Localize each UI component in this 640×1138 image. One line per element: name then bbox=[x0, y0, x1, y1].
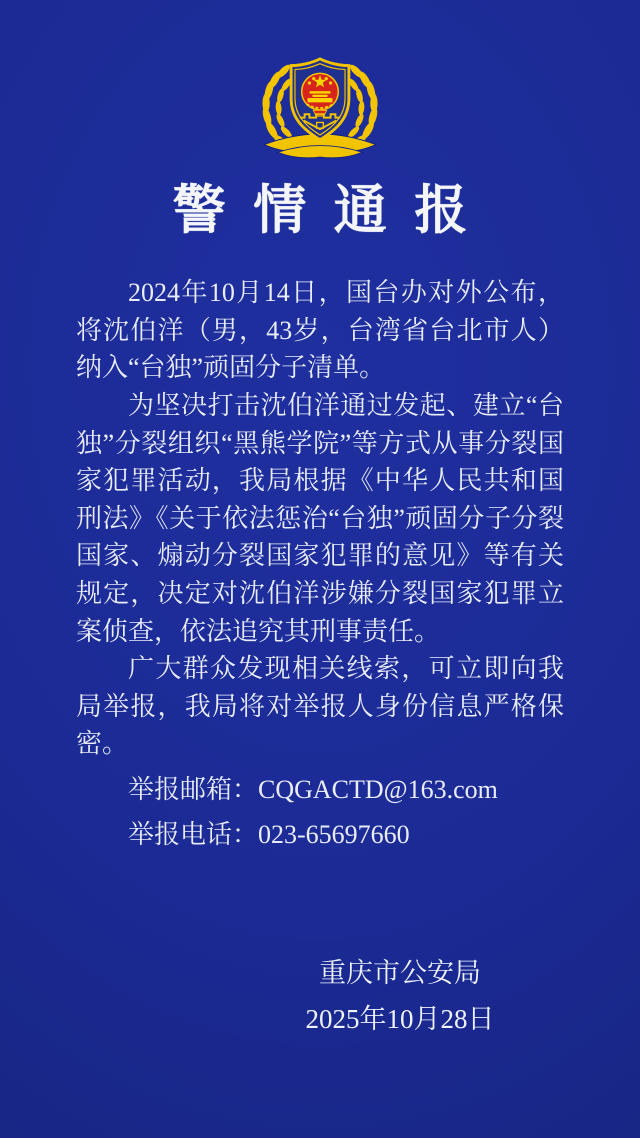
report-phone-line bbox=[76, 812, 564, 857]
report-email-value: CQGACTD@163.com bbox=[258, 775, 498, 805]
report-phone-label: 举报电话： bbox=[128, 820, 259, 850]
report-email-line bbox=[76, 767, 564, 812]
issuing-agency: 重庆市公安局 bbox=[319, 958, 481, 989]
notice-title: 警情通报 bbox=[172, 182, 495, 240]
police-badge-emblem-icon bbox=[256, 56, 384, 160]
paragraph-designation: 2024年10月14日，国台办对外公布，将沈伯洋（男，43岁，台湾省台北市人）纳入“台独”顽固分子清单。 bbox=[76, 278, 564, 383]
contact-block bbox=[76, 767, 564, 857]
paragraph-public-appeal: 广大群众发现相关线索，可立即向我局举报，我局将对举报人身份信息严格保密。 bbox=[76, 654, 564, 759]
signature-block bbox=[155, 955, 640, 1037]
issue-date: 2025年10月28日 bbox=[305, 1004, 495, 1035]
report-phone-value: 023-65697660 bbox=[258, 820, 410, 850]
notice-body bbox=[76, 274, 564, 857]
report-email-label: 举报邮箱： bbox=[128, 775, 259, 805]
emblem-container bbox=[0, 0, 640, 160]
paragraph-case-filing: 为坚决打击沈伯洋通过发起、建立“台独”分裂组织“黑熊学院”等方式从事分裂国家犯罪活动，我局根据《中华人民共和国刑法》《关于依法惩治“台独”顽固分子分裂国家、煽动分裂国家犯罪的意见》等有关规定，决定对沈伯洋涉嫌分裂国家犯罪立案侦查，依法追究其刑事责任。 bbox=[76, 391, 564, 646]
